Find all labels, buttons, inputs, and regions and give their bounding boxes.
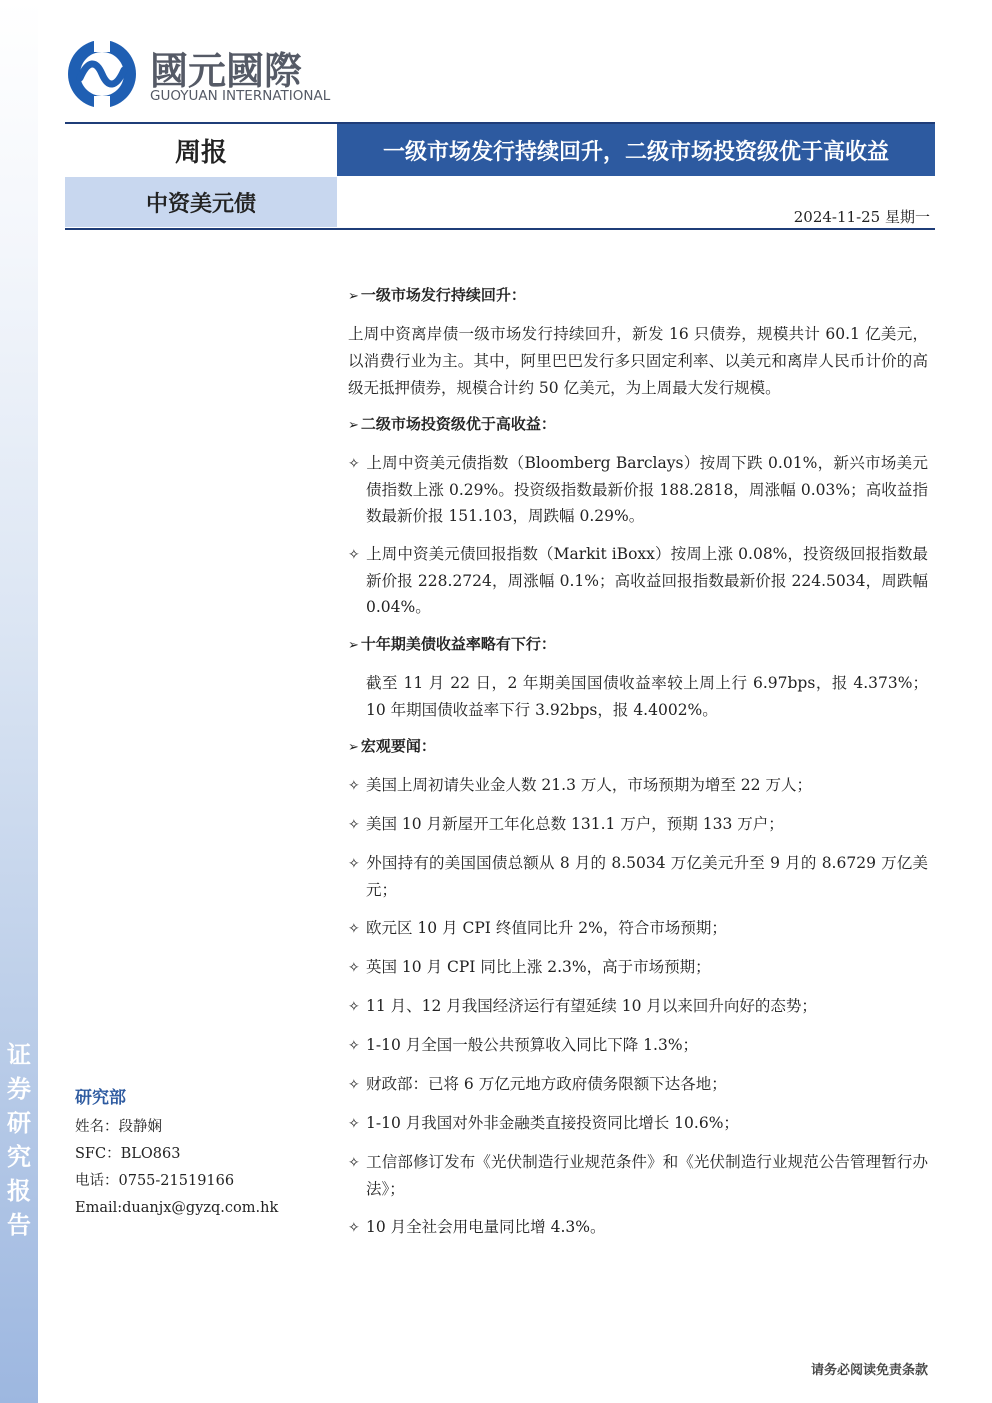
list-item-text: 1-10 月我国对外非金融类直接投资同比增长 10.6%； [366,1114,739,1132]
four-point-star-icon: ✧ [348,1116,360,1132]
four-point-star-icon: ✧ [348,960,360,976]
list-item [348,1110,928,1137]
list-item [348,541,928,620]
main-content [348,283,928,1253]
header-bottom-rule [65,228,935,230]
arrowhead-icon: ➢ [348,638,359,653]
logo-name-en: GUOYUAN INTERNATIONAL [150,88,331,104]
four-point-star-icon: ✧ [348,817,360,833]
analyst-phone: 电话：0755-21519166 [75,1173,235,1189]
list-item-text: 上周中资美元债指数（Bloomberg Barclays）按周下跌 0.01%，新兴市场美元债指数上涨 0.29%。投资级指数最新价报 188.2818，周涨幅 0.03%；高收益指数最新价报 151.103，周跌幅 0.29%。 [366,454,928,525]
four-point-star-icon: ✧ [348,856,360,872]
section-heading [348,734,928,760]
list-item-text: 欧元区 10 月 CPI 终值同比升 2%，符合市场预期； [366,919,727,937]
section-heading-text: 十年期美债收益率略有下行： [360,635,556,653]
list-item-text: 10 月全社会用电量同比增 4.3%。 [366,1218,606,1236]
side-label [4,1038,34,1242]
list-item-text: 财政部：已将 6 万亿元地方政府债务限额下达各地； [366,1075,727,1093]
list-item-text: 英国 10 月 CPI 同比上涨 2.3%，高于市场预期； [366,958,711,976]
company-logo [66,38,336,110]
four-point-star-icon: ✧ [348,1077,360,1093]
side-char: 研 [7,1109,31,1137]
department-label: 研究部 [75,1088,126,1108]
analyst-name: 姓名：段静娴 [75,1119,162,1135]
logo-mark-icon [66,38,138,110]
list-item [348,811,928,838]
side-char: 券 [7,1075,31,1103]
four-point-star-icon: ✧ [348,921,360,937]
section-heading-text: 一级市场发行持续回升： [360,286,526,304]
four-point-star-icon: ✧ [348,1220,360,1236]
four-point-star-icon: ✧ [348,999,360,1015]
list-item [348,993,928,1020]
list-item [348,954,928,981]
list-item [348,1149,928,1202]
analyst-sfc: SFC：BLO863 [75,1146,181,1162]
list-item [348,1071,928,1098]
four-point-star-icon: ✧ [348,547,360,563]
four-point-star-icon: ✧ [348,456,360,472]
side-char: 证 [7,1041,31,1069]
section-heading-text: 宏观要闻： [360,737,436,755]
four-point-star-icon: ✧ [348,1155,360,1171]
report-type: 周报 [65,124,337,176]
list-item-text: 外国持有的美国国债总额从 8 月的 8.5034 万亿美元升至 9 月的 8.6729 万亿美元； [366,854,928,899]
list-item [348,1214,928,1241]
list-item [348,850,928,903]
analyst-info [75,1083,335,1222]
report-date: 2024-11-25 星期一 [793,208,930,226]
list-item-text: 11 月、12 月我国经济运行有望延续 10 月以来回升向好的态势； [366,997,817,1015]
section-paragraph: 上周中资离岸债一级市场发行持续回升，新发 16 只债券，规模共计 60.1 亿美元，以消费行业为主。其中，阿里巴巴发行多只固定利率、以美元和离岸人民币计价的高级无抵押债券，规模合计约 50 亿美元，为上周最大发行规模。 [348,325,928,397]
arrowhead-icon: ➢ [348,418,359,433]
section-heading [348,412,928,438]
list-item [348,1032,928,1059]
report-sector: 中资美元债 [65,177,337,227]
list-item [348,450,928,529]
list-item-text: 美国上周初请失业金人数 21.3 万人，市场预期为增至 22 万人； [366,776,812,794]
list-item [348,915,928,942]
list-item-text: 上周中资美元债回报指数（Markit iBoxx）按周上涨 0.08%，投资级回报指数最新价报 228.2724，周涨幅 0.1%；高收益回报指数最新价报 224.5034，周跌幅 0.04%。 [366,545,928,616]
report-title: 一级市场发行持续回升，二级市场投资级优于高收益 [337,124,935,176]
side-char: 报 [7,1177,31,1205]
section-heading [348,632,928,658]
list-item-text: 1-10 月全国一般公共预算收入同比下降 1.3%； [366,1036,699,1054]
list-item-text: 美国 10 月新屋开工年化总数 131.1 万户，预期 133 万户； [366,815,784,833]
analyst-email[interactable]: Email:duanjx@gyzq.com.hk [75,1200,279,1216]
arrowhead-icon: ➢ [348,740,359,755]
list-item [348,772,928,799]
four-point-star-icon: ✧ [348,778,360,794]
section-heading [348,283,928,309]
arrowhead-icon: ➢ [348,289,359,304]
disclaimer-footer: 请务必阅读免责条款 [810,1363,928,1378]
side-char: 告 [7,1211,31,1239]
side-char: 究 [7,1143,31,1171]
logo-name-cn: 國元國際 [150,49,303,93]
section-heading-text: 二级市场投资级优于高收益： [360,415,556,433]
four-point-star-icon: ✧ [348,1038,360,1054]
list-item-text: 工信部修订发布《光伏制造行业规范条件》和《光伏制造行业规范公告管理暂行办法》； [366,1153,928,1198]
section-paragraph: 截至 11 月 22 日，2 年期美国国债收益率较上周上行 6.97bps，报 4.373%；10 年期国债收益率下行 3.92bps，报 4.4002%。 [366,674,928,719]
